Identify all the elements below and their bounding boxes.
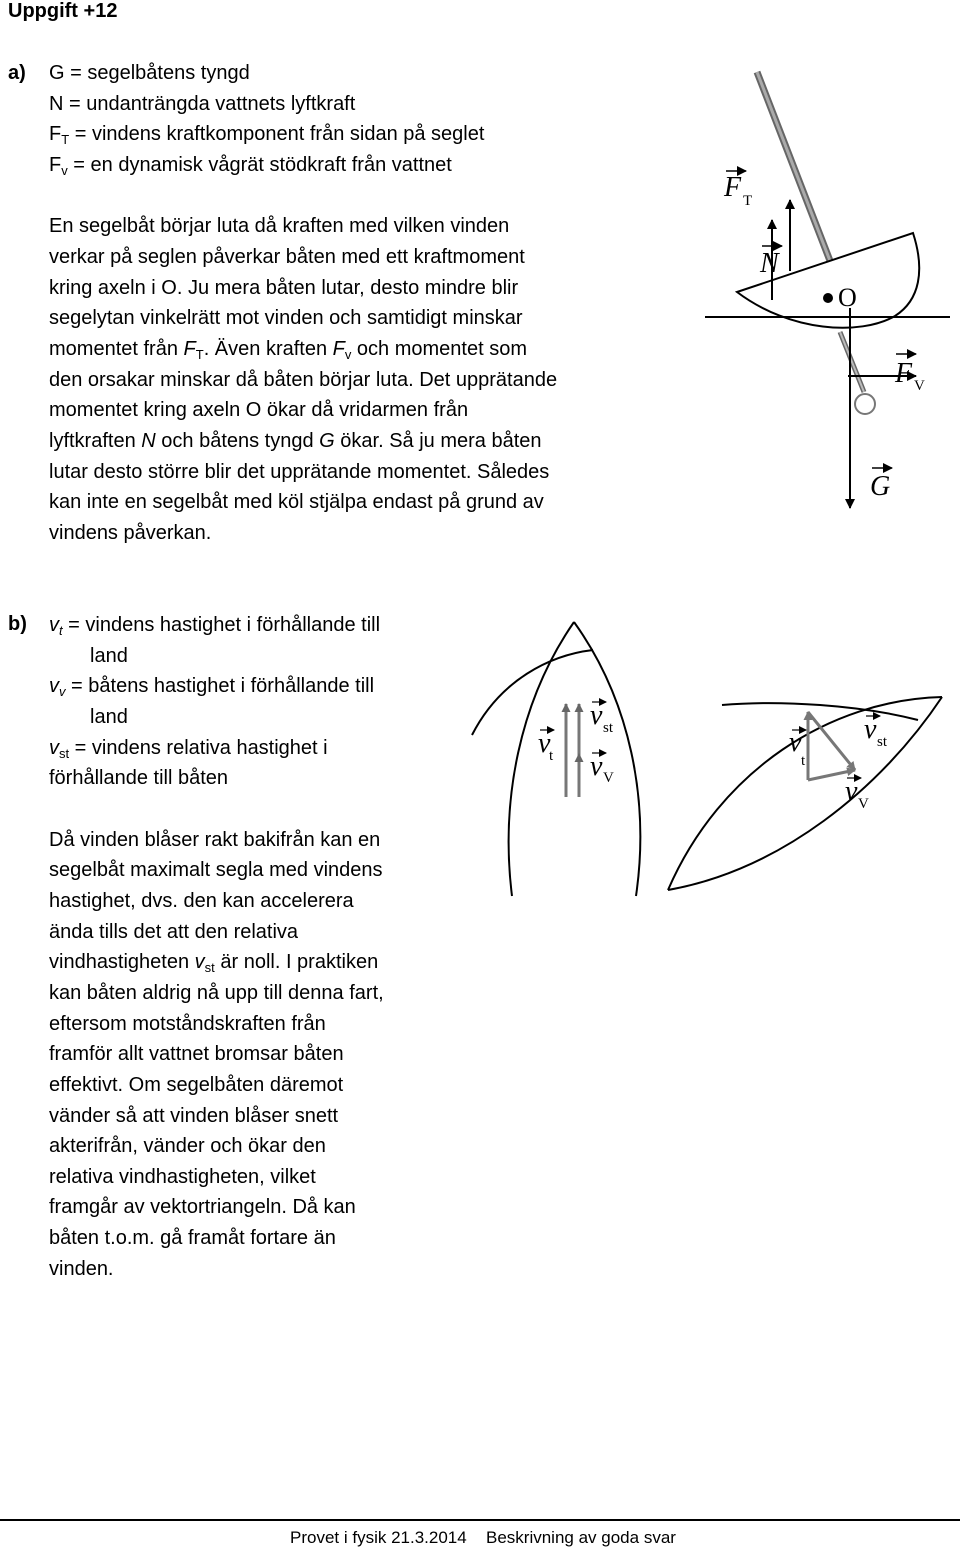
b-paragraph-line: segelbåt maximalt segla med vindens (49, 859, 383, 881)
label-vst-sub: st (877, 734, 888, 750)
def-n: N = undanträngda vattnets lyftkraft (49, 93, 356, 115)
b-paragraph-line: hastighet, dvs. den kan accelerera (49, 890, 354, 912)
part-a-label: a) (8, 62, 26, 84)
label-vst: v (864, 714, 877, 745)
keel-bulb (855, 394, 875, 414)
label-fv: F (895, 358, 913, 389)
b-paragraph-line: framgår av vektortriangeln. Då kan (49, 1196, 356, 1218)
label-g: G (870, 471, 891, 502)
a-paragraph-line: vindens påverkan. (49, 522, 212, 544)
hull-left (509, 622, 574, 896)
a-paragraph-line: lyftkraften N och båtens tyngd G ökar. Så ju mera båten (49, 430, 542, 452)
b-paragraph-line: Då vinden blåser rakt bakifrån kan en (49, 829, 381, 851)
a-paragraph-line: verkar på seglen påverkar båten med ett kraftmoment (49, 246, 525, 268)
b-paragraph-line: relativa vindhastigheten, vilket (49, 1166, 316, 1188)
label-vst-sub: st (603, 720, 614, 736)
b-paragraph-line: vänder så att vinden blåser snett (49, 1105, 339, 1127)
label-vt-sub: t (549, 748, 554, 764)
label-vv-sub: V (603, 770, 614, 786)
b-paragraph-line: vindhastigheten $v_{st}$ är noll. I praktiken (49, 951, 379, 975)
a-paragraph-line: kring axeln i O. Ju mera båten lutar, desto mindre blir (49, 277, 519, 299)
label-vv-sub: V (858, 796, 869, 812)
label-vt: v (789, 727, 802, 758)
def-vst-cont: förhållande till båten (49, 767, 229, 789)
b-paragraph-line: kan båten aldrig nå upp till denna fart, (49, 982, 384, 1004)
b-paragraph-line: eftersom motståndskraften från (49, 1013, 326, 1035)
b-paragraph-line: akterifrån, vänder och ökar den (49, 1135, 326, 1157)
b-paragraph-line: vinden. (49, 1258, 114, 1280)
def-fv: $F_v$ = en dynamisk vågrät stödkraft från vattnet (49, 154, 452, 178)
def-g: G = segelbåtens tyngd (49, 62, 250, 84)
label-vv: v (590, 751, 603, 782)
part-b-label: b) (8, 613, 27, 635)
sail (722, 703, 918, 720)
b-paragraph-line: framför allt vattnet bromsar båten (49, 1043, 344, 1065)
def-vt-cont: land (90, 645, 128, 667)
page-title: Uppgift +12 (8, 0, 118, 22)
def-vv-cont: land (90, 706, 128, 728)
b-paragraph-line: effektivt. Om segelbåten däremot (49, 1074, 344, 1096)
def-vv: $v_v$ = båtens hastighet i förhållande till (49, 675, 375, 699)
label-ft: F (724, 172, 742, 203)
downwind-boat-diagram (460, 610, 660, 900)
label-ft-sub: T (743, 193, 753, 209)
b-paragraph-line: ända tills det att den relativa (49, 921, 299, 943)
footer-right: Beskrivning av goda svar (486, 1528, 676, 1547)
footer-left: Provet i fysik 21.3.2014 (290, 1528, 467, 1547)
a-paragraph-line: den orsakar minskar då båten börjar luta. Det upprätande (49, 369, 558, 391)
a-paragraph-line: lutar desto större blir det upprätande momentet. Således (49, 461, 550, 483)
label-n: N (760, 248, 779, 279)
hull-top (668, 697, 942, 890)
footer-rule (0, 1519, 960, 1521)
b-paragraph-line: båten t.o.m. gå framåt fortare än (49, 1227, 336, 1249)
a-paragraph-line: momentet från $F_T$. Även kraften $F_v$ och momentet som (49, 338, 527, 362)
sail (472, 650, 593, 735)
label-vt: v (538, 728, 551, 759)
a-paragraph-line: momentet kring axeln O ökar då vridarmen från (49, 399, 469, 421)
label-vst: v (590, 700, 603, 731)
vst-side (808, 712, 855, 770)
hull-right (574, 622, 640, 896)
a-paragraph-line: segelytan vinkelrätt mot vinden och samtidigt minskar (49, 307, 523, 329)
sailboat-force-diagram (700, 60, 950, 510)
def-vst: $v_{st}$ = vindens relativa hastighet i (49, 737, 328, 761)
label-o: O (838, 283, 857, 312)
point-o (823, 293, 833, 303)
def-ft: $F_T$ = vindens kraftkomponent från sidan på seglet (49, 123, 485, 147)
a-paragraph-line: kan inte en segelbåt med köl stjälpa endast på grund av (49, 491, 544, 513)
label-fv-sub: V (914, 378, 925, 394)
hull-bottom (668, 697, 942, 890)
a-paragraph-line: En segelbåt börjar luta då kraften med vilken vinden (49, 215, 510, 237)
label-vt-sub: t (801, 753, 806, 769)
broad-reach-boat-diagram (660, 675, 955, 900)
def-vt: $v_t$ = vindens hastighet i förhållande till (49, 614, 381, 638)
label-vv: v (845, 776, 858, 807)
